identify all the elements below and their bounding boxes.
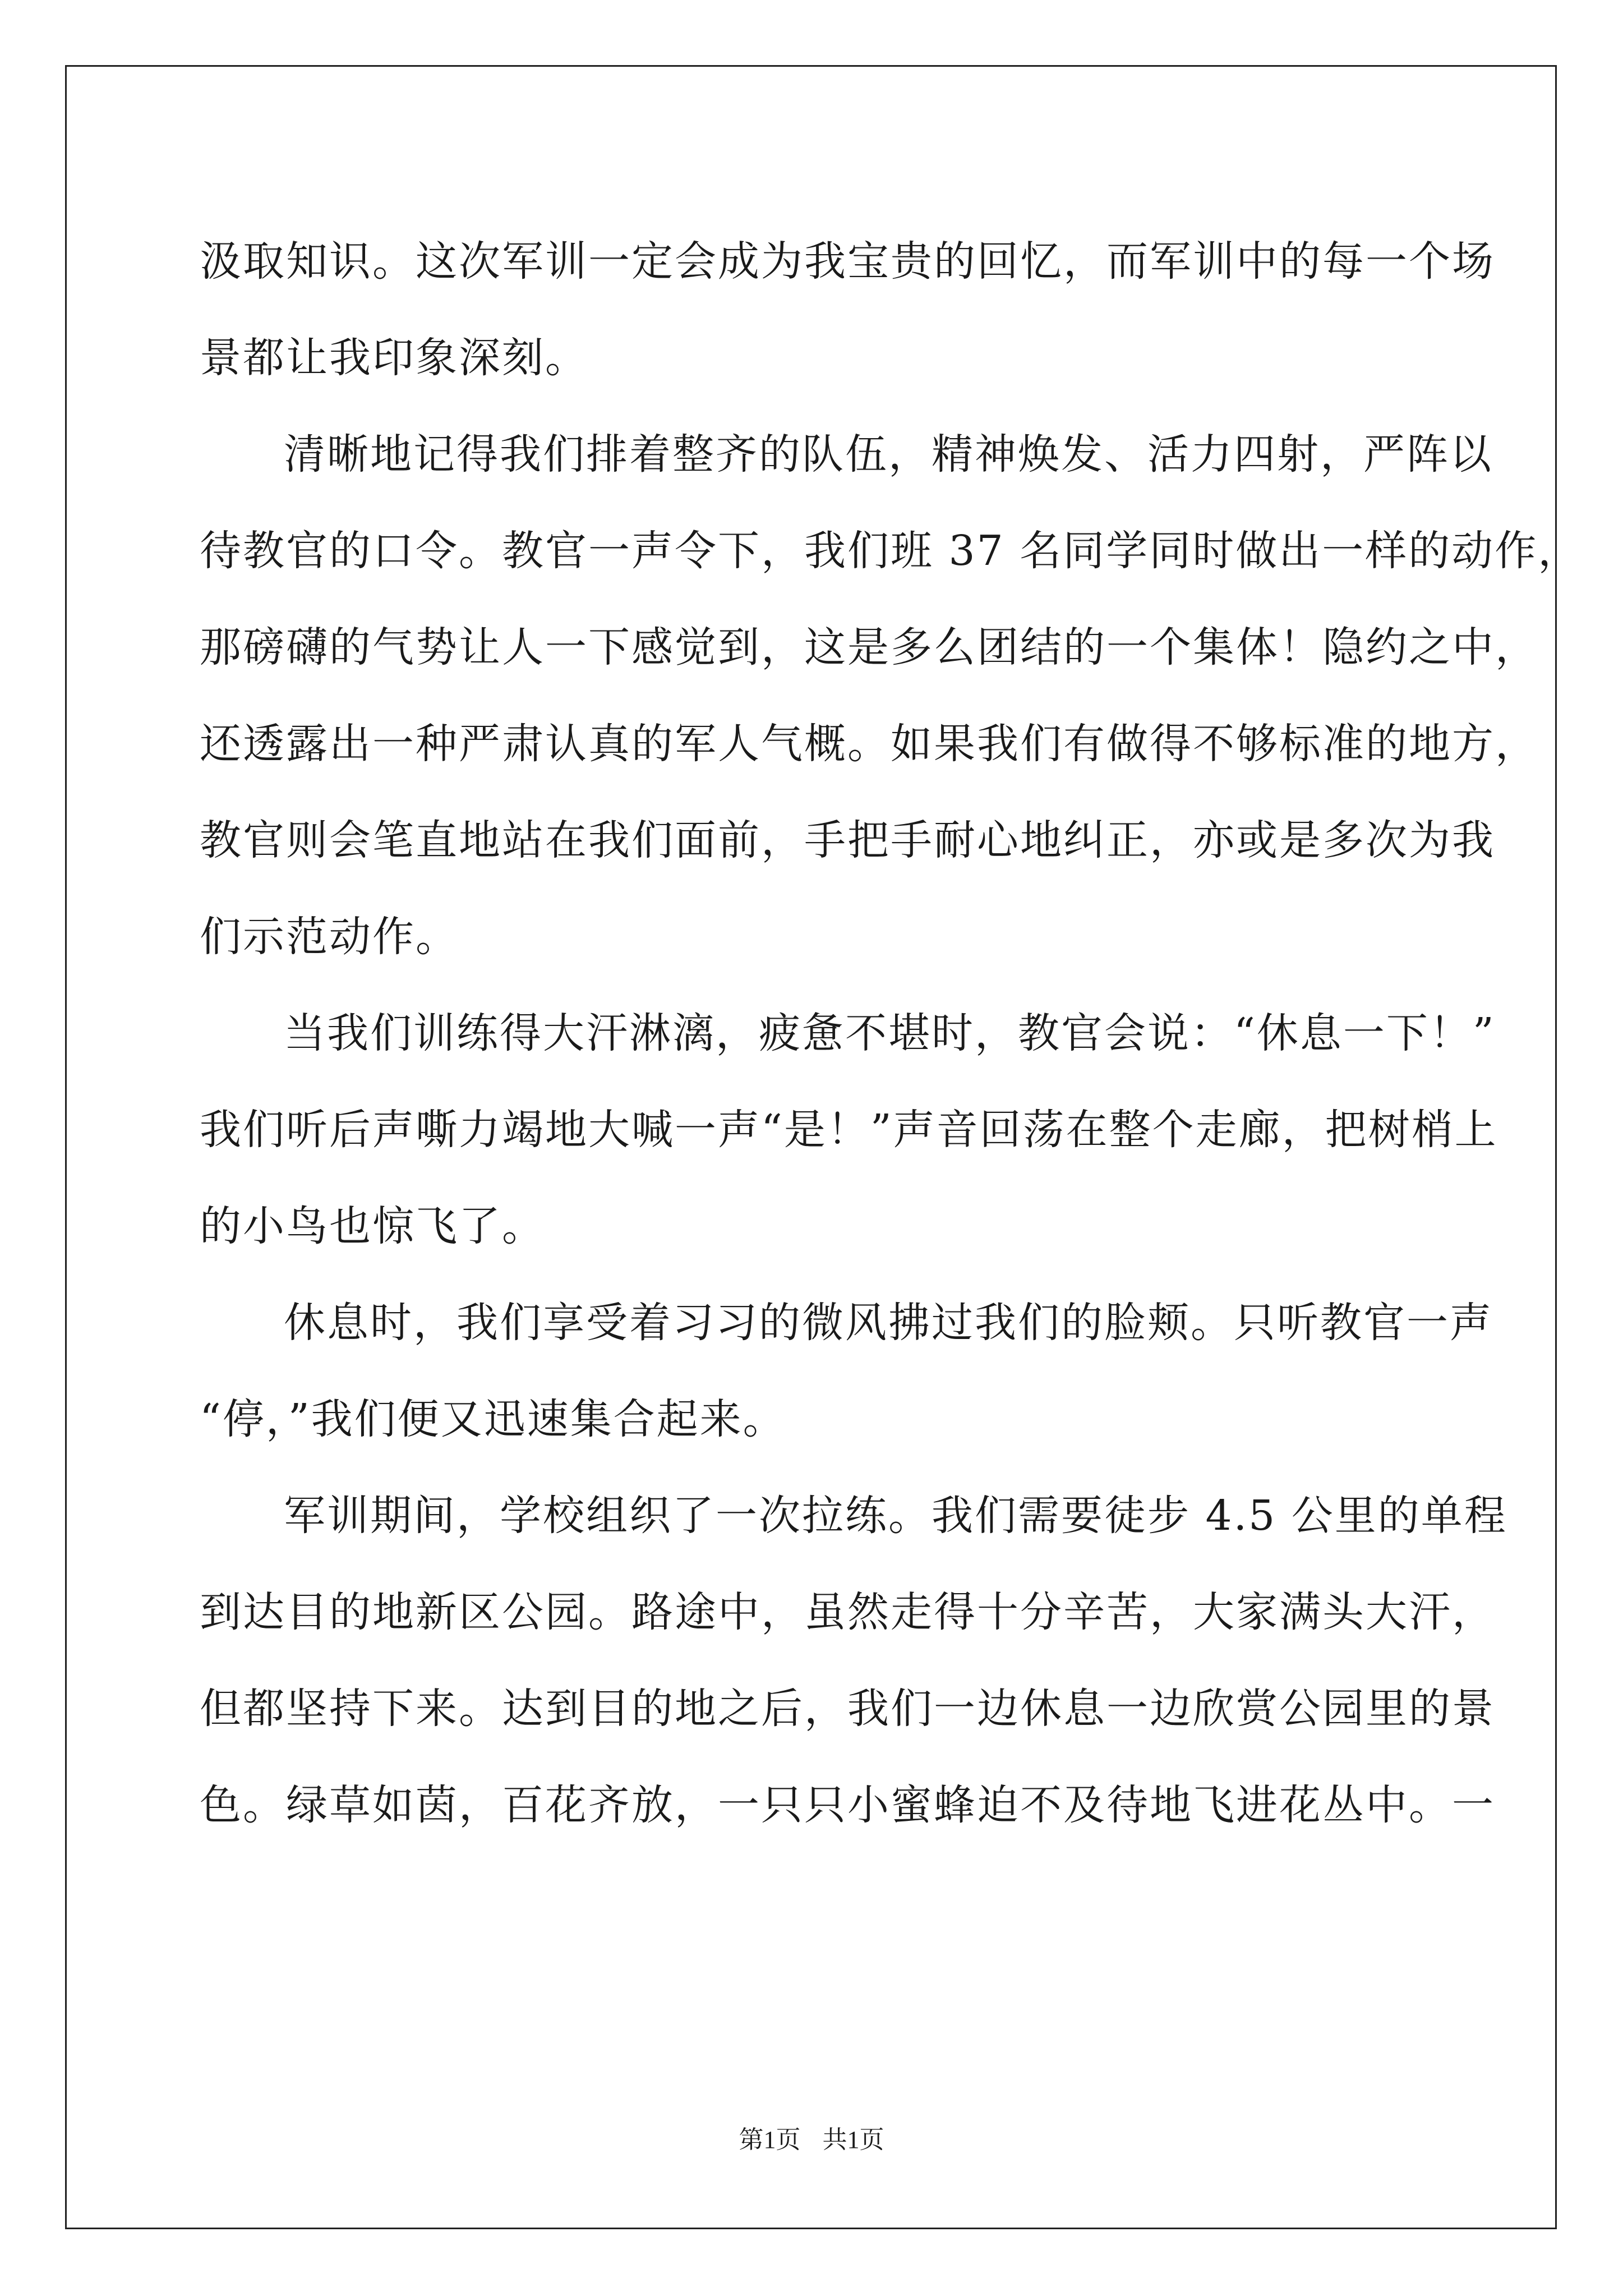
page-total: 共1页 [822,2126,884,2154]
page-number: 第1页 [739,2126,801,2154]
document-body [200,213,1581,1853]
text-line: 当我们训练得大汗淋漓，疲惫不堪时，教官会说：“休息一下！” [284,1009,1496,1057]
page-footer [0,2119,1623,2155]
text-line: 们示范动作。 [200,913,459,961]
text-line: 还透露出一种严肃认真的军人气概。如果我们有做得不够标准的地方， [200,720,1538,768]
text-line: 教官则会笔直地站在我们面前，手把手耐心地纠正，亦或是多次为我 [200,816,1495,864]
text-line: 军训期间，学校组织了一次拉练。我们需要徒步 4.5 公里的单程 [284,1492,1507,1540]
text-line: 的小鸟也惊飞了。 [200,1202,545,1250]
text-line: 景都让我印象深刻。 [200,334,588,382]
text-line: 待教官的口令。教官一声令下，我们班 37 名同学同时做出一样的动作， [200,527,1581,575]
text-line: 那磅礴的气势让人一下感觉到，这是多么团结的一个集体！隐约之中， [200,623,1538,671]
text-line: 我们听后声嘶力竭地大喊一声“是！”声音回荡在整个走廊，把树梢上 [200,1106,1498,1154]
text-line: 色。绿草如茵，百花齐放，一只只小蜜蜂迫不及待地飞进花丛中。一 [200,1781,1495,1829]
text-line: 清晰地记得我们排着整齐的队伍，精神焕发、活力四射，严阵以 [284,430,1493,478]
text-line: 汲取知识。这次军训一定会成为我宝贵的回忆，而军训中的每一个场 [200,237,1495,286]
text-line: “停，”我们便又迅速集合起来。 [200,1395,786,1443]
text-line: 但都坚持下来。达到目的地之后，我们一边休息一边欣赏公园里的景 [200,1685,1495,1733]
text-line: 到达目的地新区公园。路途中，虽然走得十分辛苦，大家满头大汗， [200,1588,1495,1636]
text-line: 休息时，我们享受着习习的微风拂过我们的脸颊。只听教官一声 [284,1299,1493,1347]
